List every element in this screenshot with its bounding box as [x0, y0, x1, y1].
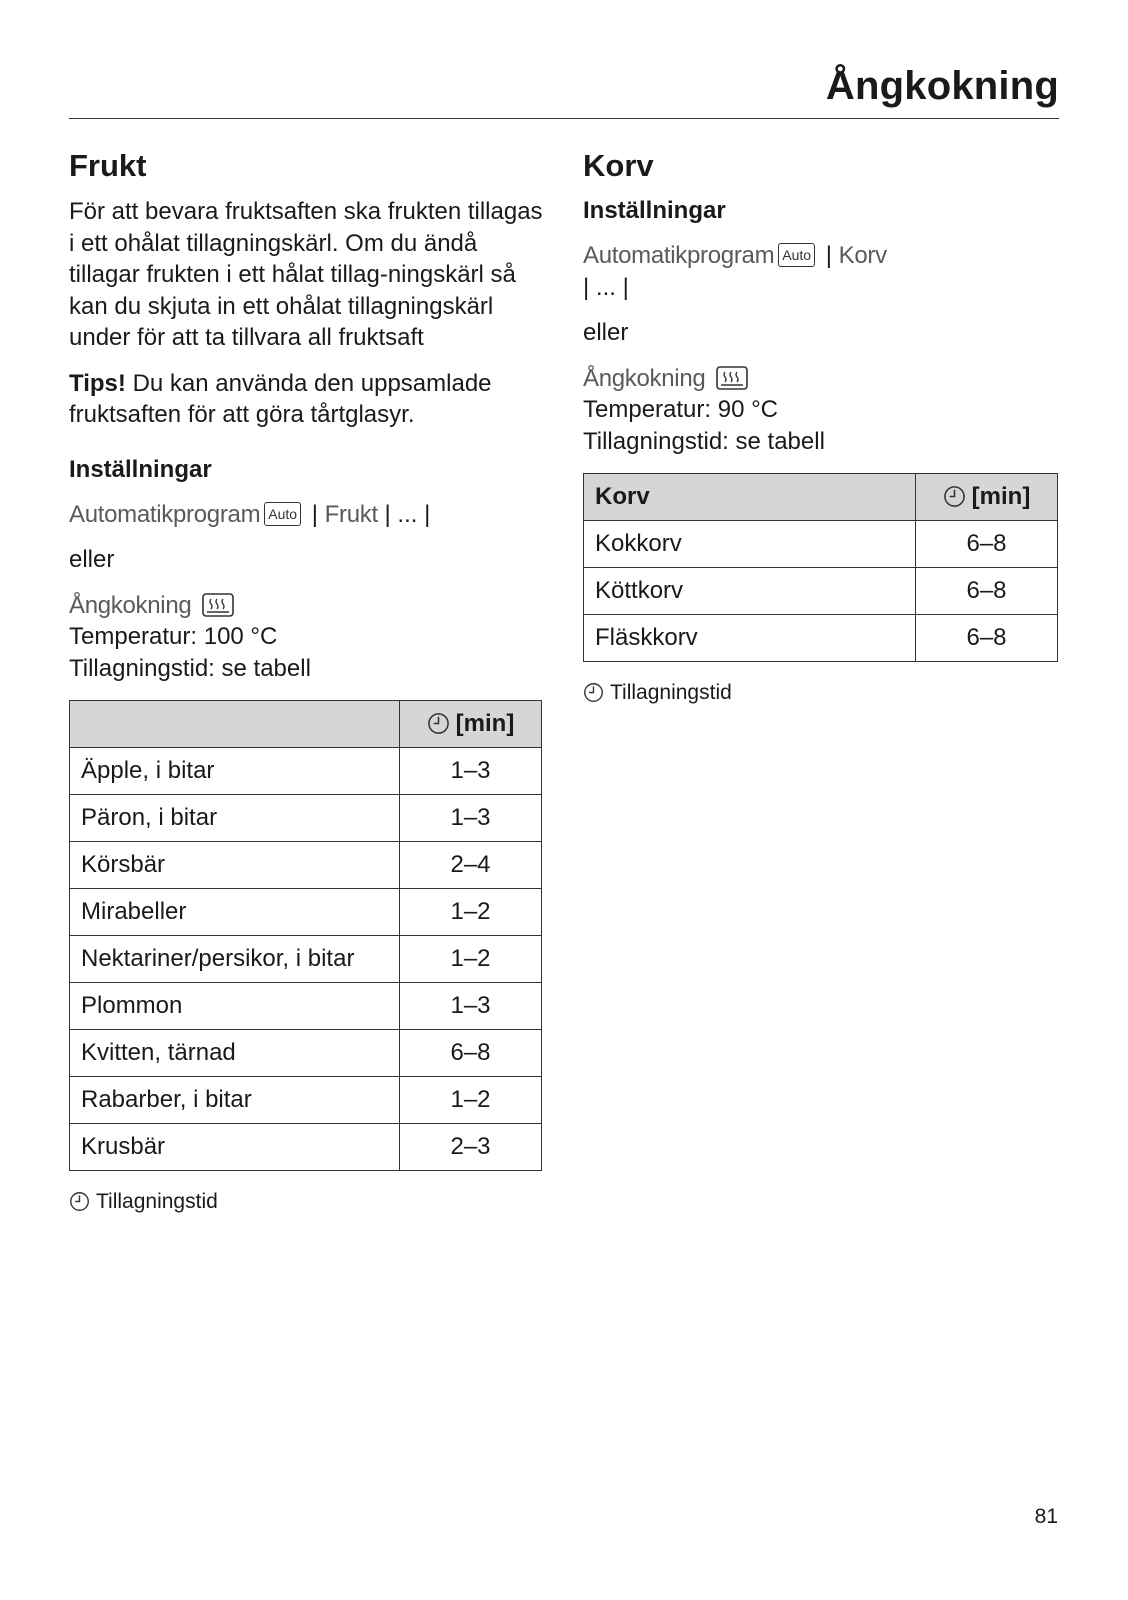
row-item: Krusbär [70, 1124, 400, 1171]
table-row [70, 889, 542, 936]
table-row [70, 983, 542, 1030]
frukt-title: Frukt [69, 148, 147, 183]
table-row [70, 1124, 542, 1171]
table-row [584, 521, 1058, 568]
chapter-title: Ångkokning [825, 64, 1059, 108]
korv-section [583, 146, 1063, 706]
table-row [70, 795, 542, 842]
korv-temperature: Temperatur: 90 °C [583, 396, 779, 423]
tip-label: Tips! [69, 369, 126, 397]
row-item: Äpple, i bitar [70, 748, 400, 795]
row-time: 1–3 [400, 748, 542, 795]
frukt-table [69, 700, 542, 1171]
korv-or: eller [583, 319, 629, 346]
header-time [916, 474, 1058, 521]
korv-title: Korv [583, 148, 654, 183]
korv-legend [583, 680, 1063, 706]
korv-mode [583, 363, 1063, 395]
clock-icon [427, 712, 450, 735]
row-time: 1–2 [400, 936, 542, 983]
tip-text: Du kan använda den uppsamlade fruktsaften för att göra tårtglasyr. [69, 369, 492, 428]
header-rule [69, 118, 1059, 119]
row-item: Köttkorv [584, 568, 916, 615]
table-row [70, 1077, 542, 1124]
row-item: Fläskkorv [584, 615, 916, 662]
row-time: 1–2 [400, 889, 542, 936]
legend-text: Tillagningstid [96, 1190, 218, 1213]
table-header-row [70, 701, 542, 748]
clock-icon [583, 682, 604, 703]
row-time: 1–2 [400, 1077, 542, 1124]
frukt-cooking-time: Tillagningstid: se tabell [69, 654, 311, 682]
clock-icon [943, 485, 966, 508]
auto-icon: Auto [778, 243, 815, 267]
row-item: Kokkorv [584, 521, 916, 568]
menu-program: Automatikprogram [583, 242, 775, 269]
table-row [584, 568, 1058, 615]
frukt-mode [69, 590, 551, 622]
steam-icon [202, 593, 234, 617]
row-item: Mirabeller [70, 889, 400, 936]
korv-table [583, 473, 1058, 662]
mode-name: Ångkokning [583, 364, 706, 392]
steam-icon [716, 366, 748, 390]
frukt-intro: För att bevara fruktsaften ska frukten tillagas i ett ohålat tillagningskärl. Om du ändå tillagar frukten i ett hålat tillag-ningskärl så kan du skjuta in ett ohålat tillagningskärl under för att ta tillvara all fruktsaft [69, 198, 543, 351]
page-number: 81 [1034, 1505, 1058, 1528]
korv-menu-path: Automatikprogram Auto | Korv | ... | [583, 242, 887, 301]
menu-program: Automatikprogram [69, 500, 261, 528]
frukt-settings-heading: Inställningar [69, 455, 212, 483]
table-row [70, 1030, 542, 1077]
menu-item: Korv [838, 242, 887, 269]
row-time: 1–3 [400, 795, 542, 842]
row-time: 2–4 [400, 842, 542, 889]
row-time: 1–3 [400, 983, 542, 1030]
frukt-menu-path: Automatikprogram Auto | Frukt | ... | [69, 500, 431, 528]
row-time: 2–3 [400, 1124, 542, 1171]
clock-icon [69, 1191, 90, 1212]
header-item [70, 701, 400, 748]
mode-name: Ångkokning [69, 591, 192, 619]
table-row [584, 615, 1058, 662]
header-item: Korv [584, 474, 916, 521]
menu-more: ... [595, 273, 616, 301]
korv-cooking-time: Tillagningstid: se tabell [583, 427, 825, 455]
frukt-temperature: Temperatur: 100 °C [69, 623, 278, 650]
row-time: 6–8 [916, 615, 1058, 662]
row-time: 6–8 [916, 521, 1058, 568]
row-item: Rabarber, i bitar [70, 1077, 400, 1124]
table-row [70, 842, 542, 889]
row-item: Körsbär [70, 842, 400, 889]
header-time [400, 701, 542, 748]
header-time-label: [min] [971, 483, 1031, 510]
row-time: 6–8 [400, 1030, 542, 1077]
row-time: 6–8 [916, 568, 1058, 615]
frukt-or: eller [69, 546, 115, 573]
frukt-tip [69, 368, 551, 431]
row-item: Kvitten, tärnad [70, 1030, 400, 1077]
legend-text: Tillagningstid [610, 681, 732, 704]
header-time-label: [min] [455, 710, 515, 737]
table-row [70, 936, 542, 983]
frukt-section [69, 146, 551, 1215]
frukt-legend [69, 1189, 551, 1215]
korv-settings-heading: Inställningar [583, 197, 726, 224]
table-row [70, 748, 542, 795]
auto-icon: Auto [264, 502, 301, 526]
menu-more: ... [397, 500, 418, 528]
row-item: Plommon [70, 983, 400, 1030]
table-header-row [584, 474, 1058, 521]
row-item: Päron, i bitar [70, 795, 400, 842]
row-item: Nektariner/persikor, i bitar [70, 936, 400, 983]
menu-item: Frukt [324, 500, 378, 528]
